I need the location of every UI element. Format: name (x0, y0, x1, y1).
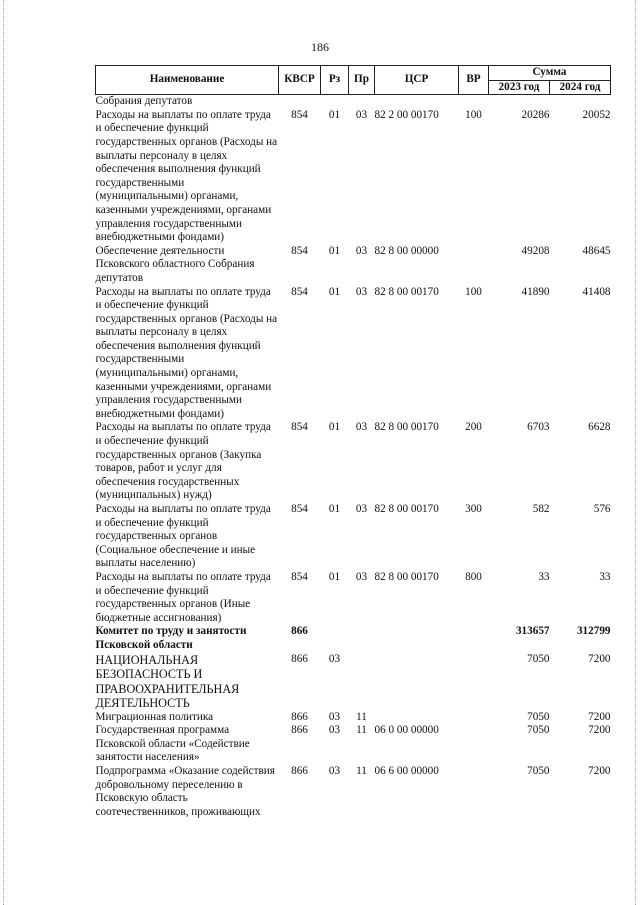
page-number: 186 (311, 40, 329, 54)
row-rz: 01 (328, 570, 341, 583)
row-name: Расходы на выплаты по оплате труда и обеспечение функций государственных органов (Расходы на выплаты персоналу в целях обеспечения выполнения функций государственными (муниципальными) органами, казенными учреждениями, органами управления государственными внебюджетными фондами) (95, 285, 278, 420)
row-kvsr: 866 (291, 710, 308, 723)
row-sum-2023: 7050 (527, 724, 550, 737)
row-rz: 01 (328, 421, 341, 434)
row-name: Расходы на выплаты по оплате труда и обеспечение функций государственных органов (Расходы на выплаты персоналу в целях обеспечения выполнения функций государственными (муниципальными) органами, казенными учреждениями, органами управления государственными внебюджетными фондами) (95, 108, 278, 244)
row-kvsr: 866 (291, 764, 308, 777)
row-csr: 82 2 00 00170 (374, 108, 439, 121)
row-csr (375, 95, 459, 109)
table-row (96, 95, 611, 109)
table-row (96, 653, 611, 711)
row-csr: 82 8 00 00000 (374, 244, 439, 257)
row-sum-2024: 7200 (588, 764, 611, 777)
header-vr: ВР (459, 66, 489, 95)
row-sum-2024: 7200 (588, 652, 611, 665)
row-sum-2023 (489, 95, 550, 109)
row-vr: 300 (465, 503, 482, 515)
row-sum-2024: 6628 (588, 421, 611, 434)
row-kvsr: 866 (291, 652, 308, 665)
row-name: Обеспечение деятельности Псковского областного Собрания депутатов (95, 244, 255, 284)
row-sum-2024: 312799 (576, 625, 611, 638)
row-sum-2023: 6703 (527, 421, 550, 434)
row-vr (459, 653, 489, 711)
row-vr: 200 (465, 421, 482, 434)
row-vr (459, 765, 489, 819)
row-name: Миграционная политика (95, 710, 214, 723)
row-csr: 82 8 00 00170 (374, 285, 439, 298)
table-row (96, 625, 611, 652)
row-kvsr: 854 (291, 108, 308, 121)
row-vr (459, 711, 489, 725)
row-pr: 11 (356, 710, 367, 723)
row-name: Собрания депутатов (95, 95, 193, 108)
row-sum-2023: 582 (532, 503, 550, 515)
row-rz: 03 (328, 724, 341, 737)
row-sum-2024: 7200 (588, 710, 611, 723)
row-sum-2023: 41890 (521, 285, 550, 298)
row-pr: 03 (355, 570, 368, 583)
table-row (96, 711, 611, 725)
row-sum-2024: 20052 (582, 108, 611, 121)
row-rz: 01 (328, 285, 341, 298)
header-kvsr: КВСР (279, 66, 321, 95)
row-sum-2023: 33 (538, 570, 550, 583)
row-rz: 01 (328, 244, 341, 257)
budget-table (95, 65, 611, 819)
row-rz: 01 (328, 503, 341, 515)
scan-edge-left (3, 0, 5, 905)
row-name: Расходы на выплаты по оплате труда и обеспечение функций государственных органов (Социальное обеспечение и иные выплаты населению) (95, 503, 271, 570)
row-pr: 11 (356, 724, 367, 737)
table-row (96, 109, 611, 245)
row-sum-2023: 7050 (527, 652, 550, 665)
row-sum-2023: 7050 (527, 764, 550, 777)
row-vr: 100 (465, 108, 482, 121)
row-sum-2024: 7200 (588, 724, 611, 737)
row-rz: 03 (328, 764, 341, 777)
table-row (96, 571, 611, 625)
row-csr: 82 8 00 00170 (374, 570, 439, 583)
table-row (96, 245, 611, 286)
row-name: Расходы на выплаты по оплате труда и обеспечение функций государственных органов (Закупка товаров, работ и услуг для обеспечения государственных (муниципальных) нужд) (95, 421, 271, 502)
row-pr: 03 (355, 108, 368, 121)
row-kvsr: 866 (291, 625, 308, 638)
row-vr (459, 95, 489, 109)
row-kvsr: 854 (291, 244, 308, 257)
row-pr: 11 (356, 764, 367, 777)
row-rz: 03 (328, 652, 341, 665)
row-csr (375, 625, 459, 652)
row-pr (349, 95, 375, 109)
row-pr: 03 (355, 421, 368, 434)
table-row (96, 421, 611, 503)
row-pr (349, 625, 375, 652)
row-name: Комитет по труду и занятости Псковской области (95, 625, 247, 651)
row-vr (459, 625, 489, 652)
row-pr: 03 (355, 503, 368, 515)
row-csr: 82 8 00 00170 (374, 503, 439, 515)
row-vr: 800 (465, 570, 482, 583)
row-csr: 82 8 00 00170 (374, 421, 439, 434)
row-kvsr (279, 95, 321, 109)
row-sum-2024: 33 (599, 570, 611, 583)
table-body (96, 95, 611, 820)
row-kvsr: 854 (291, 503, 308, 515)
row-vr: 100 (465, 285, 482, 298)
row-csr: 06 0 00 00000 (374, 724, 439, 737)
row-sum-2024: 48645 (582, 244, 611, 257)
row-pr (349, 653, 375, 711)
row-name: НАЦИОНАЛЬНАЯ БЕЗОПАСНОСТЬ И ПРАВООХРАНИТЕЛЬНАЯ ДЕЯТЕЛЬНОСТЬ (95, 652, 240, 711)
row-rz (321, 625, 349, 652)
row-sum-2023: 49208 (521, 244, 550, 257)
row-csr: 06 6 00 00000 (374, 764, 439, 777)
row-rz (321, 95, 349, 109)
row-sum-2024: 41408 (582, 285, 611, 298)
table-row (96, 724, 611, 765)
row-pr: 03 (355, 244, 368, 257)
row-csr (375, 711, 459, 725)
row-name: Государственная программа Псковской области «Содействие занятости населения» (95, 724, 250, 764)
table-row (96, 286, 611, 422)
table-row (96, 765, 611, 819)
row-vr (459, 724, 489, 765)
row-sum-2023: 7050 (527, 710, 550, 723)
row-vr (459, 245, 489, 286)
header-sum: Сумма (489, 66, 611, 81)
row-kvsr: 854 (291, 285, 308, 298)
row-name: Подпрограмма «Оказание содействия добровольному переселению в Псковскую область соотечественников, проживающих (95, 764, 275, 818)
row-rz: 01 (328, 108, 341, 121)
row-pr: 03 (355, 285, 368, 298)
row-kvsr: 866 (291, 724, 308, 737)
row-sum-2024: 576 (593, 503, 611, 515)
row-rz: 03 (328, 710, 341, 723)
header-rz: Рз (321, 66, 349, 95)
scan-edge-right (635, 0, 637, 905)
header-year-2023: 2023 год (489, 80, 550, 95)
header-year-2024: 2024 год (550, 80, 611, 95)
header-csr: ЦСР (375, 66, 459, 95)
row-sum-2023: 313657 (515, 625, 550, 638)
table-row (96, 503, 611, 571)
row-csr (375, 653, 459, 711)
row-kvsr: 854 (291, 421, 308, 434)
row-name: Расходы на выплаты по оплате труда и обеспечение функций государственных органов (Иные бюджетные ассигнования) (95, 570, 271, 624)
row-sum-2023: 20286 (521, 108, 550, 121)
row-kvsr: 854 (291, 570, 308, 583)
header-pr: Пр (349, 66, 375, 95)
row-sum-2024 (550, 95, 611, 109)
header-name: Наименование (96, 66, 279, 95)
